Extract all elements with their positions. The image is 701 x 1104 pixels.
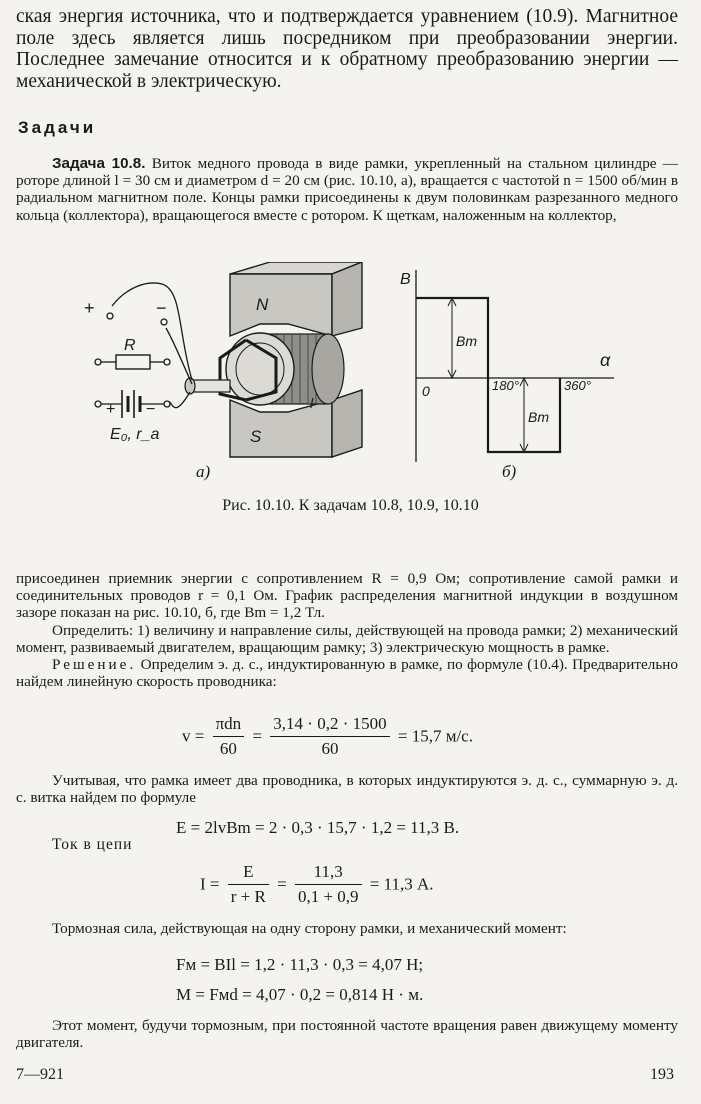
source-label: E₀, r_a [110,426,160,443]
svg-text:−: − [146,401,156,418]
north-pole-label: N [256,295,269,314]
terminal-minus: − [156,298,167,318]
task-text: Виток медного провода в виде рамки, укрепленный на стальном цилиндре — роторе длиной l = 30 см и диаметром d = 20 см (рис. 10.10, а), вращается с частотой n = 1500 об/мин в радиальном магнитном поле. Концы рамки присоединены к двум половинкам разрезанного медного кольца (коллектора), вращающегося вместе с ротором. К щеткам, наложенным на коллектор, [16,155,678,224]
graph-axis-alpha-label: α [600,350,611,370]
tasks-paragraph: Определить: 1) величину и направление силы, действующей на провода рамки; 2) механический момент, развиваемый двигателем, вращающим рамку; 3) электрическую мощность в рамке. [16,621,678,656]
equation-current: I = $\frac{E}{r + R}$ = $\frac{11,3}{0,1 + 0,9}$ = 11,3 А. [200,862,434,906]
current-label: Ток в цепи [52,836,133,853]
south-pole-label: S [250,427,262,446]
graph-tick-180: 180° [492,378,519,393]
equation-force: Fм = BIl = 1,2 · 11,3 · 0,3 = 4,07 Н; [176,955,424,974]
section-heading: Задачи [18,118,97,137]
equation-moment: M = Fмd = 4,07 · 0,2 = 0,814 Н · м. [176,985,424,1004]
graph-amplitude-neg: Bm [528,409,549,425]
frame-length-label: l [310,395,314,411]
graph-amplitude-pos: Bm [456,333,477,349]
equation-velocity: v = $\frac{\text{πdn}}{60}$ = $\frac{3,14 \cdot 0,2 \cdot 1500}{60}$ = 15,7 м/с. [182,714,473,758]
solution-label: Решение. [52,656,137,674]
equation-emf: E = 2lvBm = 2 · 0,3 · 15,7 · 1,2 = 11,3 В. [176,818,460,837]
force-paragraph: Тормозная сила, действующая на одну сторону рамки, и механический момент: [52,920,567,937]
solution-paragraph: Решение. Определим э. д. с., индуктированную в рамке, по формуле (10.4). Предварительно найдем линейную скорость проводника: [16,656,678,691]
resistor-label: R [124,337,136,354]
subfigure-b-label: б) [502,462,517,481]
continuation-paragraph: присоединен приемник энергии с сопротивлением R = 0,9 Ом; сопротивление самой рамки и соединительных проводов r = 0,1 Ом. График распределения магнитной индукции в воздушном зазоре показан на рис. 10.10, б, где Bm = 1,2 Тл. [16,570,678,622]
page-number: 193 [650,1066,674,1083]
graph-tick-360: 360° [564,378,591,393]
figure-caption: Рис. 10.10. К задачам 10.8, 10.9, 10.10 [222,497,479,514]
task-paragraph [16,155,678,224]
terminal-plus: + [84,298,95,318]
figure-a-generator-drawing [70,262,370,467]
graph-axis-b-label: B [400,271,411,288]
subfigure-a-label: а) [196,462,211,481]
svg-text:+: + [106,401,116,418]
last-paragraph: Этот момент, будучи тормозным, при постоянной частоте вращения равен движущему моменту двигателя. [16,1017,678,1052]
task-label: Задача 10.8. [52,155,146,172]
graph-origin-label: 0 [422,383,430,399]
main-text [16,570,678,690]
emf-paragraph: Учитывая, что рамка имеет два проводника, в которых индуктируются э. д. с., суммарную э. д. с. витка найдем по формуле [16,772,678,807]
footer-signature: 7—921 [16,1066,64,1083]
intro-paragraph: ская энергия источника, что и подтверждается уравнением (10.9). Магнитное поле здесь является лишь посредником при преобразовании энергии. Последнее замечание относится и к обратному преобразованию энергии — механической в электрическую. [16,6,678,92]
figure-b-induction-graph [390,262,620,467]
